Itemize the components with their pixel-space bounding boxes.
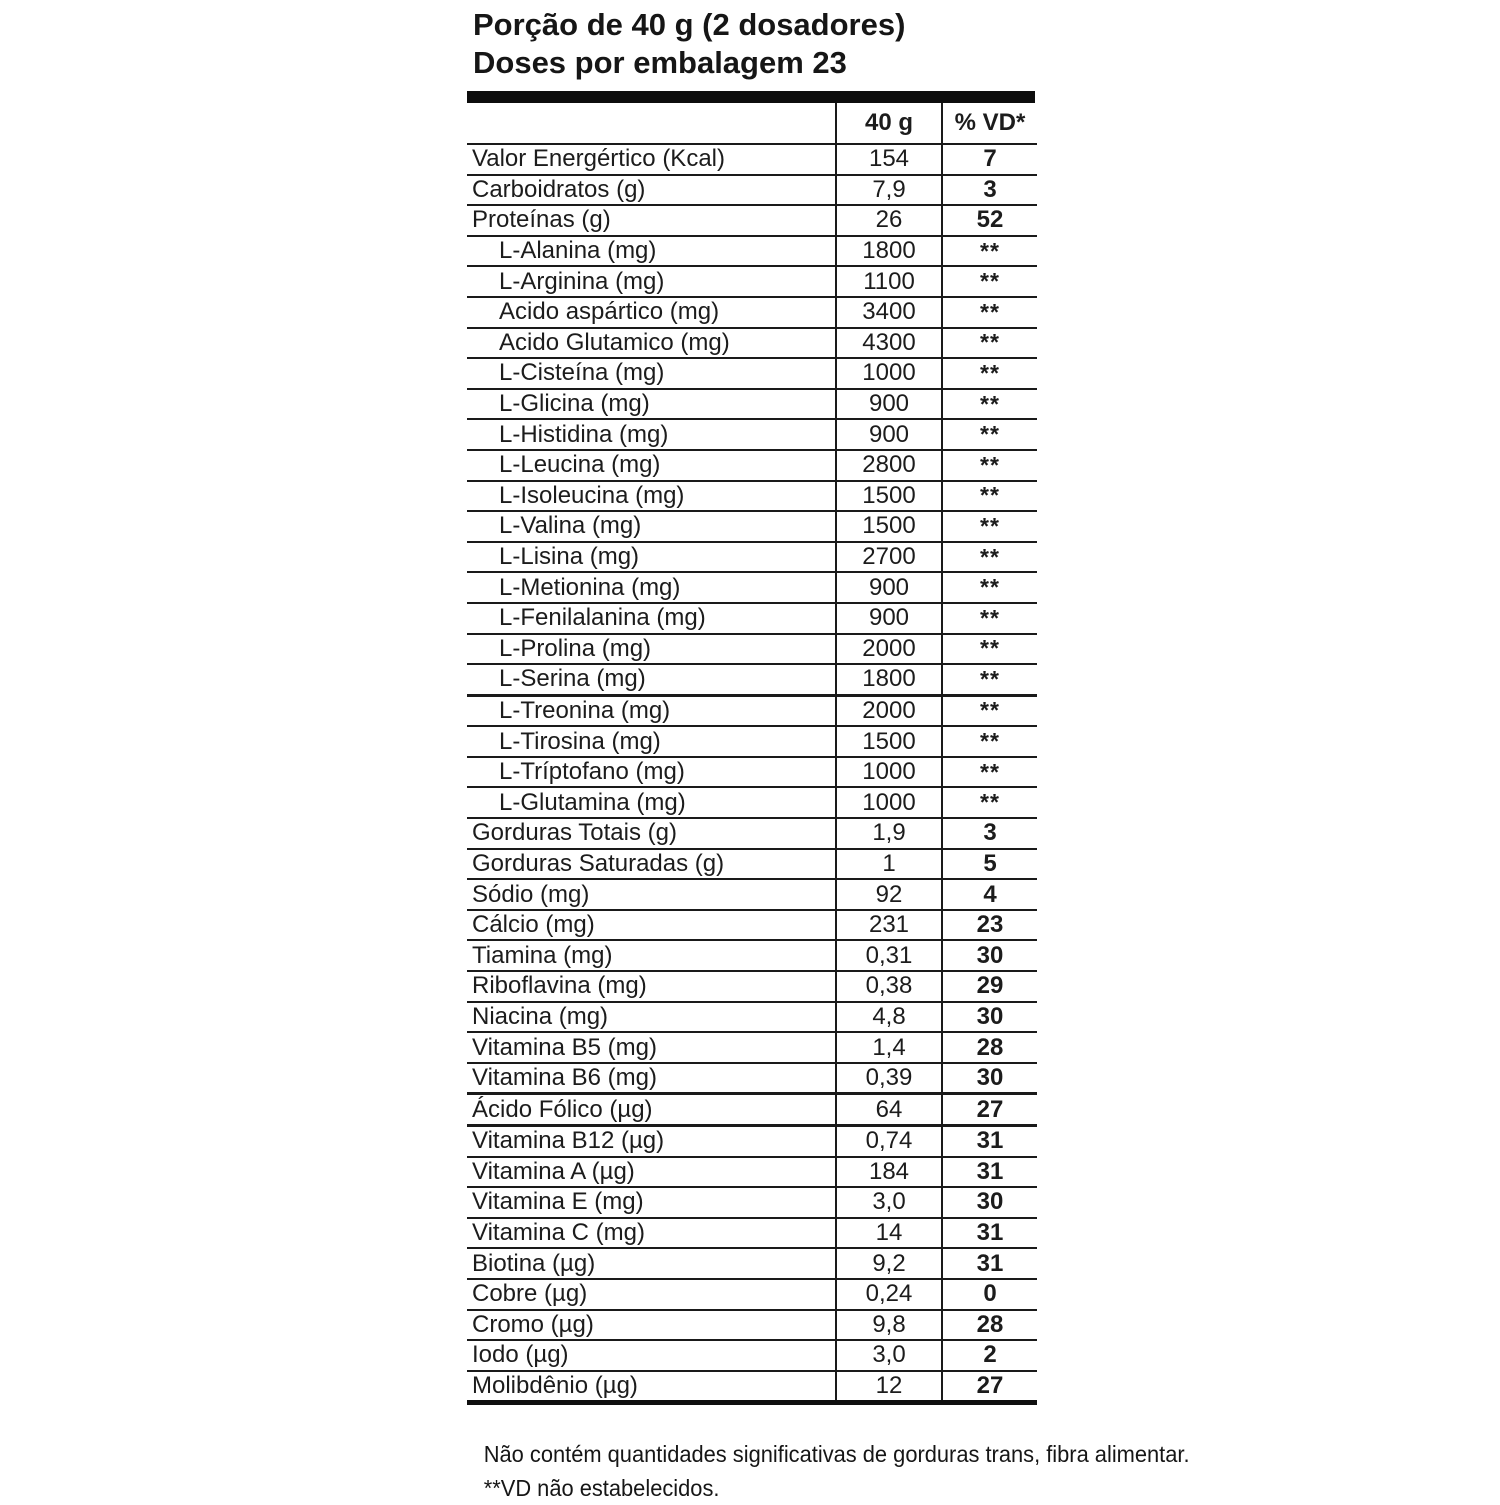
nutrient-name: Cobre (µg)	[467, 1279, 836, 1310]
nutrient-daily-value: **	[942, 297, 1037, 328]
nutrient-name: L-Valina (mg)	[467, 511, 836, 542]
nutrient-amount: 0,39	[836, 1063, 942, 1094]
nutrient-name: L-Leucina (mg)	[467, 450, 836, 481]
nutrient-amount: 64	[836, 1094, 942, 1126]
nutrient-amount: 1500	[836, 511, 942, 542]
table-row	[467, 1094, 1037, 1126]
nutrient-amount: 1000	[836, 787, 942, 818]
nutrient-amount: 1	[836, 849, 942, 880]
nutrient-name: Vitamina C (mg)	[467, 1218, 836, 1249]
nutrient-name: Proteínas (g)	[467, 205, 836, 236]
nutrient-amount: 900	[836, 603, 942, 634]
table-row	[467, 297, 1037, 328]
nutrient-daily-value: **	[942, 481, 1037, 512]
nutrient-amount: 2800	[836, 450, 942, 481]
nutrient-name: L-Cisteína (mg)	[467, 358, 836, 389]
nutrient-name: L-Arginina (mg)	[467, 266, 836, 297]
nutrient-daily-value: 27	[942, 1371, 1037, 1403]
table-row	[467, 450, 1037, 481]
table-row	[467, 419, 1037, 450]
nutrient-amount: 2000	[836, 634, 942, 665]
nutrient-name: L-Alanina (mg)	[467, 236, 836, 267]
table-row	[467, 481, 1037, 512]
nutrition-label	[467, 6, 1190, 1505]
label-header	[467, 6, 1035, 82]
nutrient-daily-value: 30	[942, 1063, 1037, 1094]
table-row	[467, 664, 1037, 695]
nutrient-name: Gorduras Totais (g)	[467, 818, 836, 849]
nutrient-daily-value: 52	[942, 205, 1037, 236]
nutrient-amount: 1,4	[836, 1032, 942, 1063]
nutrient-amount: 4300	[836, 328, 942, 359]
nutrient-daily-value: **	[942, 450, 1037, 481]
nutrient-name: Sódio (mg)	[467, 879, 836, 910]
nutrient-daily-value: 31	[942, 1248, 1037, 1279]
nutrient-daily-value: **	[942, 634, 1037, 665]
nutrient-daily-value: **	[942, 511, 1037, 542]
table-row	[467, 175, 1037, 206]
nutrient-amount: 184	[836, 1157, 942, 1188]
table-row	[467, 542, 1037, 573]
nutrient-daily-value: **	[942, 664, 1037, 695]
table-row	[467, 511, 1037, 542]
col-header-amount: 40 g	[836, 103, 942, 144]
nutrient-name: L-Lisina (mg)	[467, 542, 836, 573]
table-row	[467, 818, 1037, 849]
nutrient-daily-value: **	[942, 542, 1037, 573]
nutrient-name: L-Metionina (mg)	[467, 572, 836, 603]
nutrient-daily-value: **	[942, 328, 1037, 359]
nutrient-daily-value: 28	[942, 1032, 1037, 1063]
table-row	[467, 1218, 1037, 1249]
nutrient-amount: 900	[836, 419, 942, 450]
table-row	[467, 603, 1037, 634]
nutrient-amount: 1000	[836, 358, 942, 389]
table-row	[467, 1002, 1037, 1033]
table-row	[467, 1248, 1037, 1279]
nutrient-daily-value: 28	[942, 1310, 1037, 1341]
nutrient-daily-value: **	[942, 358, 1037, 389]
nutrient-amount: 3,0	[836, 1340, 942, 1371]
table-row	[467, 634, 1037, 665]
nutrient-amount: 0,24	[836, 1279, 942, 1310]
nutrient-amount: 0,31	[836, 940, 942, 971]
col-header-vd: % VD*	[942, 103, 1037, 144]
table-row	[467, 1340, 1037, 1371]
nutrient-name: Riboflavina (mg)	[467, 971, 836, 1002]
nutrient-name: Vitamina B5 (mg)	[467, 1032, 836, 1063]
table-row	[467, 971, 1037, 1002]
nutrient-name: L-Histidina (mg)	[467, 419, 836, 450]
table-row	[467, 849, 1037, 880]
nutrient-daily-value: 2	[942, 1340, 1037, 1371]
nutrient-name: Niacina (mg)	[467, 1002, 836, 1033]
nutrient-daily-value: 3	[942, 818, 1037, 849]
nutrient-daily-value: 30	[942, 1002, 1037, 1033]
nutrient-amount: 9,8	[836, 1310, 942, 1341]
nutrient-amount: 3,0	[836, 1187, 942, 1218]
table-row	[467, 1126, 1037, 1157]
nutrient-name: Ácido Fólico (µg)	[467, 1094, 836, 1126]
nutrient-name: Tiamina (mg)	[467, 940, 836, 971]
nutrient-daily-value: 31	[942, 1218, 1037, 1249]
nutrient-name: Valor Energértico (Kcal)	[467, 144, 836, 175]
nutrient-amount: 1000	[836, 757, 942, 788]
table-header-row	[467, 103, 1037, 144]
table-row	[467, 328, 1037, 359]
nutrient-daily-value: **	[942, 266, 1037, 297]
nutrient-amount: 900	[836, 572, 942, 603]
table-row	[467, 205, 1037, 236]
nutrient-daily-value: **	[942, 419, 1037, 450]
table-top-bar	[467, 91, 1035, 103]
nutrient-name: L-Treonina (mg)	[467, 695, 836, 726]
footnotes	[467, 1437, 1190, 1505]
nutrient-amount: 154	[836, 144, 942, 175]
nutrient-amount: 231	[836, 910, 942, 941]
nutrient-amount: 2700	[836, 542, 942, 573]
nutrient-daily-value: **	[942, 389, 1037, 420]
nutrient-daily-value: **	[942, 787, 1037, 818]
nutrient-amount: 7,9	[836, 175, 942, 206]
nutrient-name: L-Fenilalanina (mg)	[467, 603, 836, 634]
nutrient-amount: 1500	[836, 726, 942, 757]
nutrient-name: L-Prolina (mg)	[467, 634, 836, 665]
nutrient-name: Cromo (µg)	[467, 1310, 836, 1341]
table-row	[467, 1157, 1037, 1188]
nutrient-amount: 900	[836, 389, 942, 420]
nutrient-amount: 1800	[836, 236, 942, 267]
nutrient-amount: 1800	[836, 664, 942, 695]
nutrient-amount: 14	[836, 1218, 942, 1249]
serving-size-title: Porção de 40 g (2 dosadores)	[473, 7, 906, 42]
nutrient-name: Molibdênio (µg)	[467, 1371, 836, 1403]
nutrient-amount: 1100	[836, 266, 942, 297]
nutrient-name: Carboidratos (g)	[467, 175, 836, 206]
footnote-trans-fat: Não contém quantidades significativas de gorduras trans, fibra alimentar.	[483, 1441, 1190, 1468]
nutrient-name: L-Isoleucina (mg)	[467, 481, 836, 512]
nutrient-name: Biotina (µg)	[467, 1248, 836, 1279]
table-row	[467, 1279, 1037, 1310]
nutrient-name: L-Glicina (mg)	[467, 389, 836, 420]
nutrient-daily-value: **	[942, 572, 1037, 603]
nutrient-daily-value: 31	[942, 1157, 1037, 1188]
nutrient-name: Acido aspártico (mg)	[467, 297, 836, 328]
table-body	[467, 144, 1037, 1403]
nutrient-name: L-Serina (mg)	[467, 664, 836, 695]
table-row	[467, 1371, 1037, 1403]
table-row	[467, 1187, 1037, 1218]
nutrient-daily-value: 31	[942, 1126, 1037, 1157]
nutrient-name: Iodo (µg)	[467, 1340, 836, 1371]
nutrient-name: L-Glutamina (mg)	[467, 787, 836, 818]
nutrient-name: Vitamina B6 (mg)	[467, 1063, 836, 1094]
table-row	[467, 1063, 1037, 1094]
nutrient-daily-value: 5	[942, 849, 1037, 880]
table-row	[467, 695, 1037, 726]
nutrient-name: L-Tirosina (mg)	[467, 726, 836, 757]
table-row	[467, 757, 1037, 788]
nutrient-daily-value: 23	[942, 910, 1037, 941]
nutrient-daily-value: **	[942, 757, 1037, 788]
table-header	[467, 103, 1037, 144]
table-row	[467, 389, 1037, 420]
table-row	[467, 266, 1037, 297]
nutrient-name: Vitamina E (mg)	[467, 1187, 836, 1218]
table-row	[467, 787, 1037, 818]
nutrient-daily-value: 29	[942, 971, 1037, 1002]
nutrient-daily-value: **	[942, 236, 1037, 267]
nutrient-name: Gorduras Saturadas (g)	[467, 849, 836, 880]
nutrient-daily-value: **	[942, 695, 1037, 726]
nutrient-daily-value: 0	[942, 1279, 1037, 1310]
nutrient-amount: 1500	[836, 481, 942, 512]
table-row	[467, 144, 1037, 175]
nutrient-daily-value: 7	[942, 144, 1037, 175]
table-row	[467, 940, 1037, 971]
nutrient-name: Vitamina B12 (µg)	[467, 1126, 836, 1157]
nutrient-name: Cálcio (mg)	[467, 910, 836, 941]
table-row	[467, 879, 1037, 910]
nutrient-name: L-Tríptofano (mg)	[467, 757, 836, 788]
nutrition-table	[467, 103, 1037, 1405]
table-row	[467, 1310, 1037, 1341]
servings-per-package-title: Doses por embalagem 23	[473, 45, 847, 80]
nutrient-amount: 2000	[836, 695, 942, 726]
table-row	[467, 236, 1037, 267]
nutrient-daily-value: 30	[942, 1187, 1037, 1218]
col-header-nutrient	[467, 103, 836, 144]
nutrient-daily-value: 30	[942, 940, 1037, 971]
nutrient-amount: 1,9	[836, 818, 942, 849]
table-row	[467, 726, 1037, 757]
footnote-vd-not-established: **VD não estabelecidos.	[483, 1475, 720, 1502]
table-row	[467, 572, 1037, 603]
nutrient-amount: 26	[836, 205, 942, 236]
nutrient-amount: 92	[836, 879, 942, 910]
nutrient-daily-value: 3	[942, 175, 1037, 206]
nutrient-name: Acido Glutamico (mg)	[467, 328, 836, 359]
table-row	[467, 1032, 1037, 1063]
nutrient-daily-value: 27	[942, 1094, 1037, 1126]
nutrient-amount: 12	[836, 1371, 942, 1403]
nutrient-daily-value: **	[942, 603, 1037, 634]
table-row	[467, 910, 1037, 941]
nutrient-amount: 3400	[836, 297, 942, 328]
nutrient-daily-value: **	[942, 726, 1037, 757]
nutrient-name: Vitamina A (µg)	[467, 1157, 836, 1188]
nutrient-amount: 0,38	[836, 971, 942, 1002]
nutrient-amount: 0,74	[836, 1126, 942, 1157]
nutrient-daily-value: 4	[942, 879, 1037, 910]
nutrient-amount: 9,2	[836, 1248, 942, 1279]
nutrient-amount: 4,8	[836, 1002, 942, 1033]
table-row	[467, 358, 1037, 389]
